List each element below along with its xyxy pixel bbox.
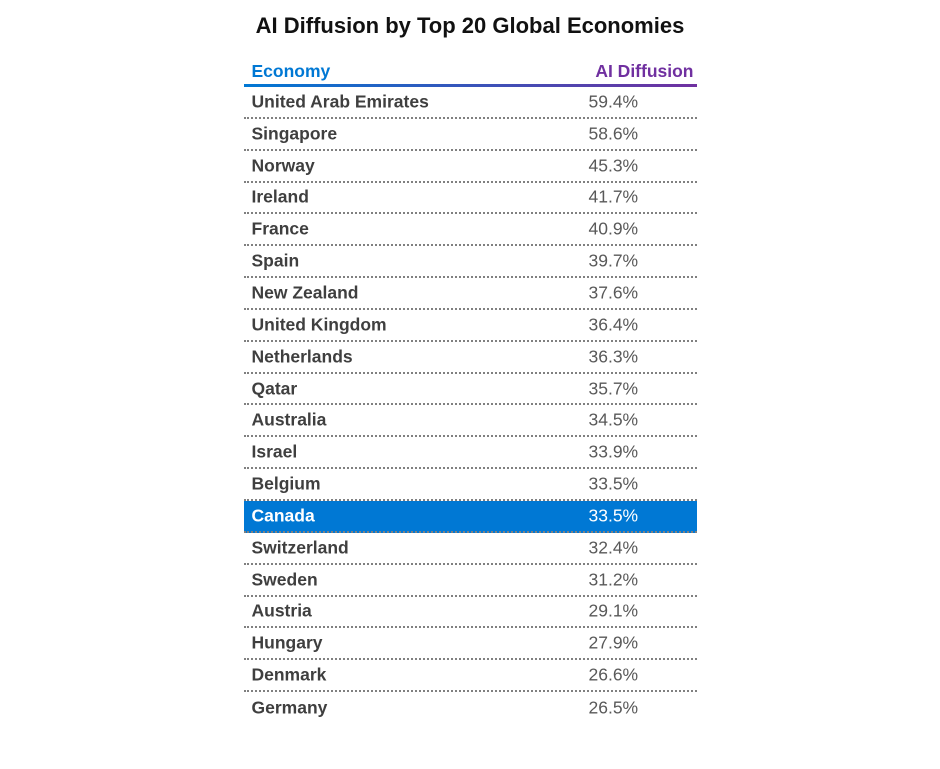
ai-diffusion-value: 37.6% xyxy=(588,282,639,303)
column-header-economy: Economy xyxy=(251,61,331,81)
ai-diffusion-value: 36.3% xyxy=(588,346,639,367)
ai-diffusion-value: 41.7% xyxy=(588,186,639,207)
table-row xyxy=(244,565,697,597)
economy-name: France xyxy=(251,218,309,239)
ai-diffusion-value: 33.9% xyxy=(588,441,639,462)
economy-name: Austria xyxy=(251,600,312,621)
ai-diffusion-value: 33.5% xyxy=(588,473,639,494)
ai-diffusion-value: 34.5% xyxy=(588,409,639,430)
table-row xyxy=(244,660,697,692)
table-row-highlighted xyxy=(244,501,697,533)
ai-diffusion-value: 36.4% xyxy=(588,314,639,335)
ai-diffusion-value: 32.4% xyxy=(588,537,639,558)
economy-name: United Arab Emirates xyxy=(251,91,429,112)
economy-name: Switzerland xyxy=(251,537,349,558)
economy-name: Australia xyxy=(251,409,327,430)
table-row xyxy=(244,628,697,660)
economy-name: Ireland xyxy=(251,186,309,207)
economy-name: Spain xyxy=(251,250,300,271)
table-row xyxy=(244,374,697,406)
table-row xyxy=(244,183,697,215)
table-row xyxy=(244,533,697,565)
economy-name: Netherlands xyxy=(251,346,353,367)
ai-diffusion-value: 58.6% xyxy=(588,123,639,144)
table-row xyxy=(244,469,697,501)
economy-name: New Zealand xyxy=(251,282,359,303)
ai-diffusion-value: 27.9% xyxy=(588,632,639,653)
economy-name: Hungary xyxy=(251,632,323,653)
table-row xyxy=(244,119,697,151)
table-row xyxy=(244,278,697,310)
ai-diffusion-value: 40.9% xyxy=(588,218,639,239)
table-row xyxy=(244,692,697,724)
ai-diffusion-value: 26.5% xyxy=(588,697,639,718)
ai-diffusion-value: 31.2% xyxy=(588,569,639,590)
ai-diffusion-value: 35.7% xyxy=(588,378,639,399)
ai-diffusion-value: 59.4% xyxy=(588,91,639,112)
table-row xyxy=(244,597,697,629)
economy-name: Denmark xyxy=(251,664,327,685)
table-row xyxy=(244,310,697,342)
column-header-ai-diffusion: AI Diffusion xyxy=(595,61,694,81)
table-row xyxy=(244,246,697,278)
ai-diffusion-value: 39.7% xyxy=(588,250,639,271)
economy-name: Canada xyxy=(251,505,315,526)
page-title: AI Diffusion by Top 20 Global Economies xyxy=(255,13,685,38)
economy-name: Israel xyxy=(251,441,298,462)
economy-name: Singapore xyxy=(251,123,338,144)
economy-name: Norway xyxy=(251,155,315,176)
ai-diffusion-value: 26.6% xyxy=(588,664,639,685)
data-table xyxy=(244,58,697,724)
economy-name: Qatar xyxy=(251,378,298,399)
table-row xyxy=(244,405,697,437)
table-row xyxy=(244,437,697,469)
ai-diffusion-value: 33.5% xyxy=(588,505,639,526)
economy-name: Sweden xyxy=(251,569,318,590)
table-row xyxy=(244,87,697,119)
ai-diffusion-value: 29.1% xyxy=(588,600,639,621)
table-row xyxy=(244,342,697,374)
table-header-row xyxy=(244,58,697,84)
ai-diffusion-value: 45.3% xyxy=(588,155,639,176)
economy-name: United Kingdom xyxy=(251,314,387,335)
table-row xyxy=(244,214,697,246)
economy-name: Germany xyxy=(251,697,328,718)
economy-name: Belgium xyxy=(251,473,321,494)
table-row xyxy=(244,151,697,183)
